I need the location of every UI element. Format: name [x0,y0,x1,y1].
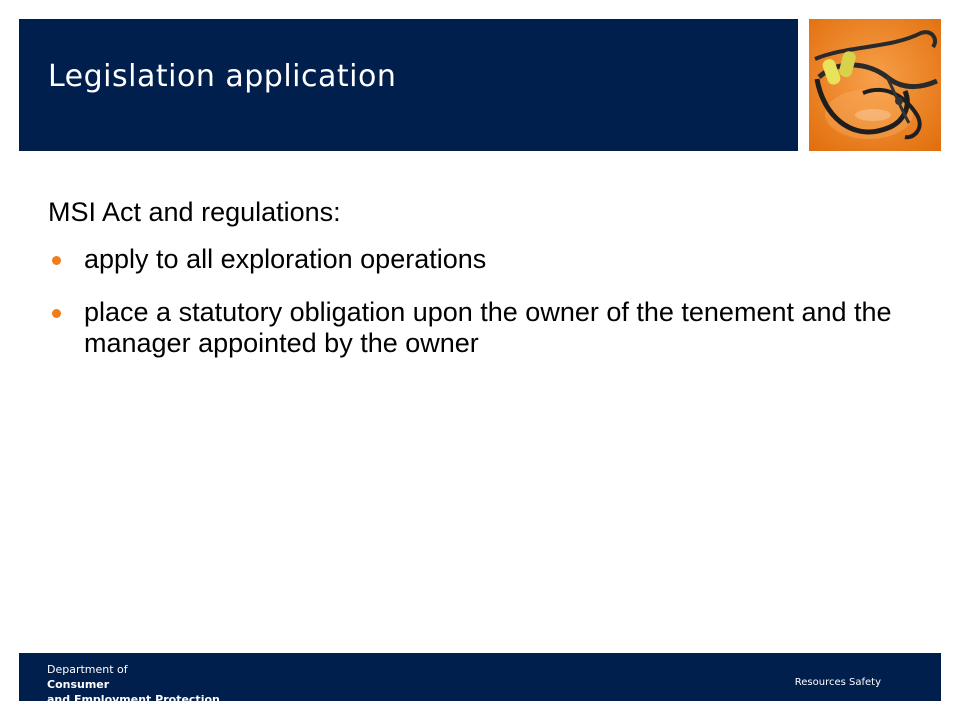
bullet-list [48,244,908,359]
dept-line1-bold: Consumer [47,678,110,691]
content-heading: MSI Act and regulations: [48,197,341,227]
list-item [48,297,908,359]
dept-line1-prefix: Department of [47,663,128,676]
slide-content [48,194,908,381]
dept-line2: and Employment Protection [47,693,220,706]
bullet-dot-icon [52,256,61,265]
title-bar [19,19,798,151]
slide-title: Legislation application [48,59,397,94]
bullet-text: apply to all exploration operations [84,244,487,274]
bullet-text: place a statutory obligation upon the owner of the tenement and the manager appointed by the owner [84,297,892,358]
safety-glasses-earplugs-icon [809,19,941,151]
footer-bar [19,653,941,706]
list-item [48,244,908,275]
bullet-dot-icon [52,309,61,318]
footer-right-label: Resources Safety [794,677,881,688]
department-name [47,662,220,707]
